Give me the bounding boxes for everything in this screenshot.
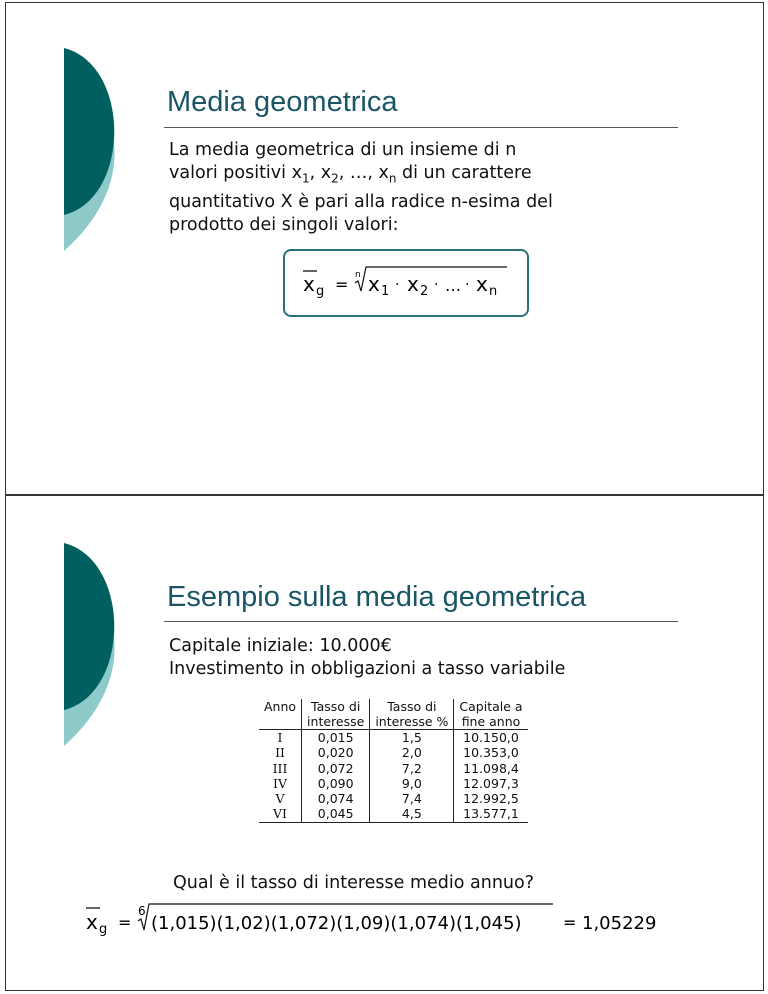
svg-text:=: = <box>118 913 132 932</box>
interest-table <box>259 699 528 823</box>
svg-text:6: 6 <box>138 904 146 918</box>
table-row <box>259 745 528 760</box>
svg-text:1: 1 <box>381 284 390 299</box>
cell-tasso: 0,072 <box>302 761 370 776</box>
cell-anno: IV <box>273 775 287 791</box>
svg-text:g: g <box>99 922 108 937</box>
svg-text:n: n <box>355 270 361 280</box>
cell-capitale: 12.992,5 <box>454 791 528 806</box>
cell-tasso: 0,020 <box>302 745 370 760</box>
svg-text:g: g <box>316 284 325 299</box>
cell-tasso-percent: 4,5 <box>370 806 454 822</box>
cell-tasso: 0,090 <box>302 776 370 791</box>
cell-anno: III <box>272 760 288 776</box>
svg-text:x: x <box>407 272 419 296</box>
svg-text:=: = <box>335 275 349 294</box>
formula-box <box>283 249 529 317</box>
cell-capitale: 13.577,1 <box>454 806 528 822</box>
svg-text:1,05229: 1,05229 <box>582 913 657 934</box>
svg-text:(1,015)(1,02)(1,072)(1,09)(1,0: (1,015)(1,02)(1,072)(1,09)(1,074)(1,045) <box>151 913 522 934</box>
cell-tasso-percent: 7,4 <box>370 791 454 806</box>
header-tasso-percent: Tasso di interesse % <box>370 699 454 730</box>
title-divider <box>164 621 678 622</box>
cell-tasso-percent: 9,0 <box>370 776 454 791</box>
svg-text:·: · <box>434 277 439 293</box>
table-row <box>259 806 528 822</box>
intro-text <box>169 635 565 681</box>
cell-anno: II <box>275 745 285 761</box>
paragraph-line-3: quantitativo X è pari alla radice n-esima del <box>169 191 553 212</box>
cell-tasso-percent: 1,5 <box>370 730 454 746</box>
svg-text:2: 2 <box>420 284 429 299</box>
svg-text:x: x <box>476 272 488 296</box>
header-tasso: Tasso di interesse <box>302 699 370 730</box>
cell-anno: I <box>277 730 283 745</box>
slide-title: Media geometrica <box>167 86 398 118</box>
svg-text:x: x <box>368 272 380 296</box>
table-row <box>259 776 528 791</box>
header-capitale: Capitale a fine anno <box>454 699 528 730</box>
decorative-shapes <box>6 496 146 756</box>
cell-capitale: 12.097,3 <box>454 776 528 791</box>
table-row <box>259 730 528 746</box>
slide-1 <box>5 2 764 495</box>
example-formula <box>76 896 716 946</box>
table-row <box>259 791 528 806</box>
svg-text:x: x <box>303 272 315 296</box>
header-anno: Anno <box>259 699 302 730</box>
cell-anno: VI <box>273 806 287 822</box>
definition-paragraph <box>169 139 553 237</box>
svg-text:n: n <box>489 284 498 299</box>
svg-text:…: … <box>445 276 461 295</box>
cell-tasso: 0,015 <box>302 730 370 746</box>
cell-capitale: 10.353,0 <box>454 745 528 760</box>
slide-2 <box>5 495 764 991</box>
cell-capitale: 10.150,0 <box>454 730 528 746</box>
cell-tasso-percent: 2,0 <box>370 745 454 760</box>
investment-line: Investimento in obbligazioni a tasso variabile <box>169 659 566 679</box>
title-divider <box>164 127 678 128</box>
slide-title: Esempio sulla media geometrica <box>167 581 587 613</box>
cell-anno: V <box>275 791 285 807</box>
cell-tasso: 0,074 <box>302 791 370 806</box>
svg-text:x: x <box>86 910 98 934</box>
geometric-mean-formula <box>283 249 525 313</box>
initial-capital-line: Capitale iniziale: 10.000€ <box>169 636 392 656</box>
cell-capitale: 11.098,4 <box>454 761 528 776</box>
svg-text:=: = <box>563 913 577 932</box>
table-row <box>259 761 528 776</box>
paragraph-line-1: La media geometrica di un insieme di n <box>169 140 517 160</box>
decorative-shapes <box>6 3 146 263</box>
cell-tasso: 0,045 <box>302 806 370 822</box>
svg-text:·: · <box>465 277 470 293</box>
paragraph-line-4: prodotto dei singoli valori: <box>169 214 399 235</box>
svg-text:·: · <box>395 277 400 293</box>
paragraph-line-2: valori positivi $x_1$, $x_2$, …, $x_n$ di un carattere <box>169 163 532 186</box>
cell-tasso-percent: 7,2 <box>370 761 454 776</box>
question-text: Qual è il tasso di interesse medio annuo? <box>173 873 535 893</box>
table-header-row <box>259 699 528 730</box>
